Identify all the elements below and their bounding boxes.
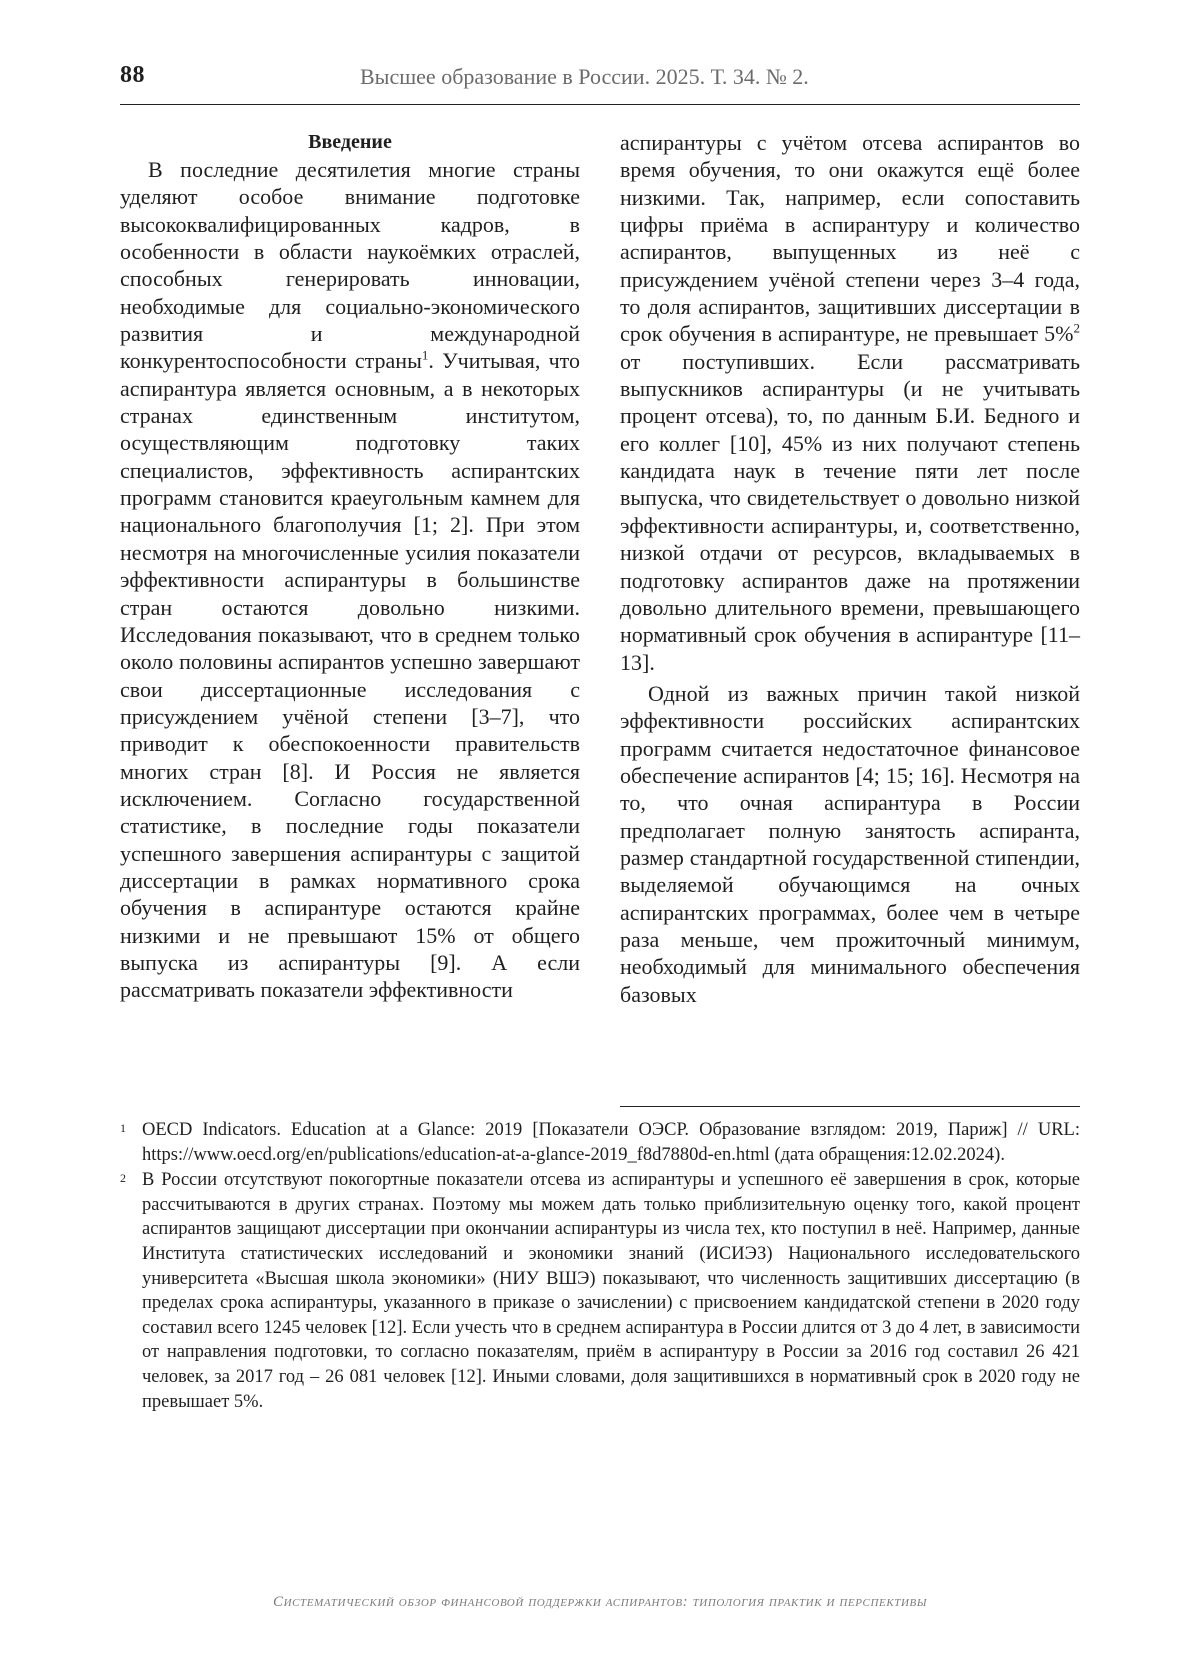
footnote-rule bbox=[620, 1106, 1080, 1107]
paragraph-text: от поступивших. Если рассматривать выпускников аспирантуры (и не учитывать процент отсева), то, по данным Б.И. Бедного и его коллег [10], 45% из них получают степень кандидата наук в течение пяти лет после выпуска, что свидетельствует о довольно низкой эффективности аспирантуры, и, соответственно, низкой отдачи от ресурсов, вкладываемых в подготовку аспирантов даже на протяжении довольно длительного времени, превышающего нормативный срок обучения в аспирантуре [11–13]. bbox=[620, 348, 1080, 675]
footnotes bbox=[120, 1118, 1080, 1415]
journal-title: Высшее образование в России. 2025. Т. 34. № 2. bbox=[360, 64, 809, 89]
footnote-ref[interactable]: 2 bbox=[1073, 321, 1080, 337]
footnote-mark: 2 bbox=[120, 1171, 126, 1186]
paragraph-text: аспирантуры с учётом отсева аспирантов во время обучения, то они окажутся ещё более низкими. Так, например, если сопоставить цифры приёма в аспирантуру и количество аспирантов, выпущенных из неё с присуждением учёной степени через 3–4 года, то доля аспирантов, защитивших диссертации в срок обучения в аспирантуре, не превышает 5% bbox=[620, 130, 1080, 347]
left-column bbox=[120, 129, 580, 1004]
footnote-ref[interactable]: 1 bbox=[421, 348, 429, 364]
header-rule bbox=[120, 104, 1080, 105]
footnote-mark: 1 bbox=[120, 1121, 126, 1135]
footnote-text: В России отсутствуют покогортные показатели отсева из аспирантуры и успешного её завершения в срок, которые рассчитываются в других странах. Поэтому мы можем дать только приблизительную оценку того, какой процент аспирантов защищают диссертации при окончании аспирантуры из числа тех, кто поступил в неё. Например, данные Института статистических исследований и экономики знаний (ИСИЭЗ) Национального исследовательского университета «Высшая школа экономики» (НИУ ВШЭ) показывают, что численность защитивших диссертацию (в пределах срока аспирантуры, указанного в приказе о зачислении) с присвоением кандидатской степени в 2020 году составил всего 1245 человек [12]. Если учесть что в среднем аспирантура в России длится от 3 до 4 лет, в зависимости от направления подготовки, то согласно показателям, приём в аспирантуру в России за 2016 год составил 26 421 человек, за 2017 год – 26 081 человек [12]. Иными словами, доля защитившихся в нормативный срок в 2020 году не превышает 5%. bbox=[142, 1170, 1080, 1412]
page-number: 88 bbox=[120, 62, 145, 88]
paragraph-text: В последние десятилетия многие страны уделяют особое внимание подготовке высококвалифицированных кадров, в особенности в области наукоёмких отраслей, способных генерировать инновации, необходимые для социально-экономического развития и международной конкурентоспособности страны bbox=[120, 157, 580, 374]
footnote bbox=[120, 1168, 1080, 1414]
right-column bbox=[620, 129, 1080, 1008]
running-footer: Систематический обзор финансовой поддержки аспирантов: типология практик и перспективы bbox=[272, 1594, 928, 1610]
footnote-text: OECD Indicators. Education at a Glance: 2019 [Показатели ОЭСР. Образование взглядом: 2019, Париж] // URL: https://www.oecd.org/en/publications/education-at-a-glance-2019_f8d7880d-en.html (дата обращения:12.02.2024). bbox=[142, 1120, 1080, 1165]
footnote bbox=[120, 1118, 1080, 1167]
paragraph: Одной из важных причин такой низкой эффективности российских аспирантских программ считается недостаточное финансовое обеспечение аспирантов [4; 15; 16]. Несмотря на то, что очная аспирантура в России предполагает полную занятость аспиранта, размер стандартной государственной стипендии, выделяемой обучающимся на очных аспирантских программах, более чем в четыре раза меньше, чем прожиточный минимум, необходимый для минимального обеспечения базовых bbox=[620, 680, 1080, 1007]
page-header bbox=[120, 62, 1080, 102]
paragraph bbox=[620, 129, 1080, 676]
section-heading: Введение bbox=[308, 131, 392, 153]
paragraph-text: . Учитывая, что аспирантура является основным, а в некоторых странах единственным институтом, осуществляющим подготовку таких специалистов, эффективность аспирантских программ становится краеугольным камнем для национального благополучия [1; 2]. При этом несмотря на многочисленные усилия показатели эффективности аспирантуры в большинстве стран остаются довольно низкими. Исследования показывают, что в среднем только около половины аспирантов успешно завершают свои диссертационные исследования с присуждением учёной степени [3–7], что приводит к обеспокоенности правительств многих стран [8]. И Россия не является исключением. Согласно государственной статистике, в последние годы показатели успешного завершения аспирантуры с защитой диссертации в рамках нормативного срока обучения в аспирантуре остаются крайне низкими и не превышают 15% от общего выпуска из аспирантуры [9]. А если рассматривать показатели эффективности bbox=[120, 348, 580, 1003]
paragraph bbox=[120, 156, 580, 1004]
